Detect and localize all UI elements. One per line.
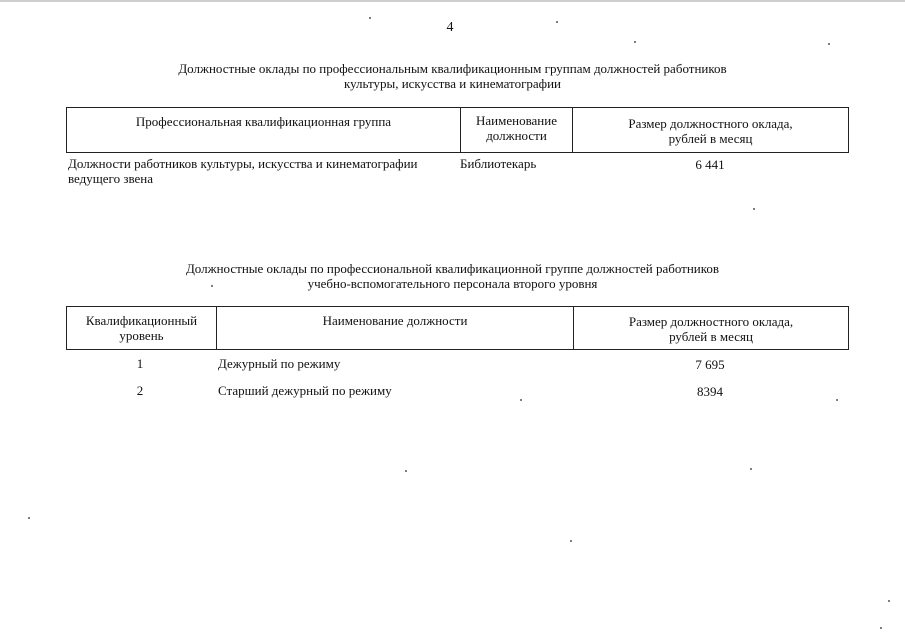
scan-speck xyxy=(753,208,755,210)
scan-speck xyxy=(828,43,830,45)
section1-heading-line2: культуры, искусства и кинематографии xyxy=(343,76,562,91)
section1-table-header xyxy=(66,107,849,153)
scan-speck xyxy=(570,540,572,542)
salary-cell: 8394 xyxy=(697,384,723,399)
scan-speck xyxy=(634,41,636,43)
position-name-cell: Старший дежурный по режиму xyxy=(218,383,392,398)
section2-heading-line1: Должностные оклады по профессиональной квалификационной группе должностей работников xyxy=(185,261,720,276)
section1-heading-line1: Должностные оклады по профессиональным квалификационным группам должностей работников xyxy=(178,61,727,76)
scan-speck xyxy=(211,285,213,287)
qualification-level-cell: 1 xyxy=(136,356,144,371)
column-header-salary: Размер должностного оклада, рублей в месяц xyxy=(573,307,848,349)
qualification-level-cell: 2 xyxy=(136,383,144,398)
position-name-cell: Библиотекарь xyxy=(460,156,537,171)
section2-table-header xyxy=(66,306,849,350)
scan-speck xyxy=(405,470,407,472)
position-name-cell: Дежурный по режиму xyxy=(218,356,341,371)
page-top-edge xyxy=(0,0,905,2)
column-header-qualification-level: Квалификационный уровень xyxy=(85,313,198,343)
scan-speck xyxy=(520,399,522,401)
section2-heading-line2: учебно-вспомогательного персонала второго уровня xyxy=(307,276,598,291)
column-header-position-name: Наименование должности xyxy=(216,307,573,349)
scan-speck xyxy=(880,627,882,629)
professional-group-cell: Должности работников культуры, искусства и кинематографии ведущего звена xyxy=(68,156,418,186)
scan-speck xyxy=(836,399,838,401)
section1-heading xyxy=(120,61,785,91)
salary-cell: 6 441 xyxy=(695,157,725,172)
salary-cell: 7 695 xyxy=(695,357,725,372)
section2-heading xyxy=(120,261,785,291)
column-header-professional-group: Профессиональная квалификационная группа xyxy=(135,114,392,129)
scan-speck xyxy=(750,468,752,470)
scan-speck xyxy=(556,21,558,23)
scan-speck xyxy=(369,17,371,19)
column-header-position-name: Наименование должности xyxy=(460,108,572,152)
column-header-salary: Размер должностного оклада, рублей в месяц xyxy=(572,108,848,152)
scan-speck xyxy=(28,517,30,519)
scan-speck xyxy=(888,600,890,602)
page-number: 4 xyxy=(446,20,454,35)
